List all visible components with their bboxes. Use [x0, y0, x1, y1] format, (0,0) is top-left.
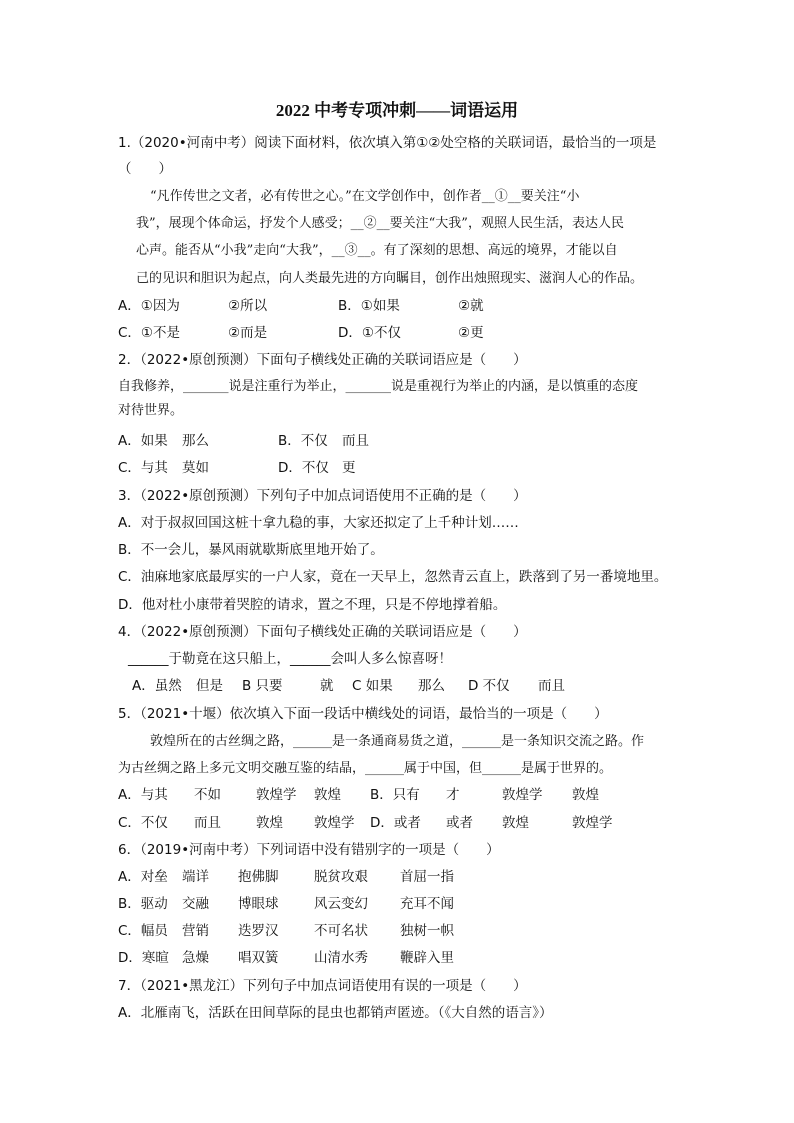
word: 抱佛脚 [238, 869, 279, 885]
q1-passage-line: “凡作传世之文者，必有传世之心。”在文学创作中，创作者__①__要关注“小 [150, 189, 580, 204]
word: 风云变幻 [314, 896, 368, 912]
option: 而且 [342, 433, 369, 449]
q6-stem: 6．（2019•河南中考）下列词语中没有错别字的一项是（ ） [118, 842, 500, 858]
q2-sentence-line: 自我修养，_______说是注重行为举止，_______说是重视行为举止的内涵，是以慎重的态度 [118, 379, 639, 394]
q1-options-row [118, 297, 698, 315]
q1-stem: 1.（2020•河南中考）阅读下面材料，依次填入第①②处空格的关联词语，最恰当的一项是 [118, 135, 657, 151]
word: 急燥 [182, 950, 209, 966]
option[interactable]: C．不仅 [118, 815, 168, 831]
option: 敦煌学 [572, 815, 613, 831]
word: D．寒暄 [118, 950, 169, 966]
option: 那么 [418, 678, 445, 694]
q6-option-row[interactable] [118, 895, 698, 913]
word: 不可名状 [314, 923, 368, 939]
word: 交融 [182, 896, 209, 912]
option[interactable]: C．与其 [118, 460, 168, 476]
option: 但是 [196, 678, 223, 694]
q2-stem: 2．（2022•原创预测）下面句子横线处正确的关联词语应是（ ） [118, 352, 527, 368]
word: 营销 [182, 923, 209, 939]
q6-option-row[interactable] [118, 868, 698, 886]
option[interactable]: A．与其 [118, 787, 168, 803]
q4-options-row [132, 677, 712, 695]
q2-options-row [118, 459, 698, 477]
q7-stem: 7．（2021•黑龙江）下列句子中加点词语使用有误的一项是（ ） [118, 978, 527, 994]
option[interactable]: A．虽然 [132, 678, 182, 694]
q3-stem: 3．（2022•原创预测）下列句子中加点词语使用不正确的是（ ） [118, 488, 527, 504]
word: 充耳不闻 [400, 896, 454, 912]
option: 莫如 [182, 460, 209, 476]
word: C．幅员 [118, 923, 168, 939]
word: 唱双簧 [238, 950, 279, 966]
option[interactable]: B．不一会儿，暴风雨就歇斯底里地开始了。 [118, 542, 384, 558]
q4-sentence: ______于勒竟在这只船上，______会叫人多么惊喜呀！ [128, 651, 452, 667]
option: 不如 [194, 787, 221, 803]
q1-passage-line: 我”，展现个体命运，抒发个人感受；__②__要关注“大我”，观照人民生活，表达人民 [136, 216, 624, 231]
option[interactable]: D．①不仅 [338, 325, 401, 341]
word: 迭罗汉 [238, 923, 279, 939]
q5-passage-line: 为古丝绸之路上多元文明交融互鉴的结晶，______属于中国，但______是属于世界的。 [118, 761, 613, 776]
word: B．驱动 [118, 896, 168, 912]
word: A．对垒 [118, 869, 168, 885]
q5-options-row [118, 814, 698, 832]
option: 更 [342, 460, 356, 476]
q4-stem: 4．（2022•原创预测）下面句子横线处正确的关联词语应是（ ） [118, 624, 527, 640]
option[interactable]: A．北雁南飞，活跃在田间草际的昆虫也都销声匿迹。（《大自然的语言》） [118, 1005, 553, 1021]
option[interactable]: C 如果 [352, 678, 393, 694]
word: 脱贫攻艰 [314, 869, 368, 885]
word: 山清水秀 [314, 950, 368, 966]
option: 敦煌 [256, 815, 283, 831]
option[interactable]: B．只有 [370, 787, 420, 803]
option: 敦煌 [572, 787, 599, 803]
q1-passage-line: 心声。能否从“小我”走向“大我”，__③__。有了深刻的思想、高远的境界，才能以自 [136, 243, 618, 258]
option[interactable]: D．不仅 [278, 460, 329, 476]
option: 而且 [538, 678, 565, 694]
q1-paren: （ ） [118, 161, 172, 177]
option: 敦煌 [314, 787, 341, 803]
option: 那么 [182, 433, 209, 449]
q6-option-row[interactable] [118, 949, 698, 967]
option[interactable]: A．①因为 [118, 298, 180, 314]
option[interactable]: B．不仅 [278, 433, 328, 449]
option[interactable]: A．对于叔叔回国这桩十拿九稳的事，大家还拟定了上千种计划…… [118, 515, 519, 531]
option: ②所以 [228, 298, 268, 314]
option[interactable]: D 不仅 [468, 678, 510, 694]
word: 端详 [182, 869, 209, 885]
option: ②就 [458, 298, 484, 314]
option: 而且 [194, 815, 221, 831]
option: 就 [320, 678, 334, 694]
option[interactable]: C．油麻地家底最厚实的一户人家，竟在一天早上，忽然青云直上，跌落到了另一番境地里。 [118, 569, 668, 585]
q2-sentence-line: 对待世界。 [118, 403, 184, 418]
q5-stem: 5．（2021•十堰）依次填入下面一段话中横线处的词语，最恰当的一项是（ ） [118, 706, 608, 722]
option[interactable]: C．①不是 [118, 325, 181, 341]
option: 敦煌学 [314, 815, 355, 831]
word: 独树一帜 [400, 923, 454, 939]
word: 首屈一指 [400, 869, 454, 885]
word: 博眼球 [238, 896, 279, 912]
option: ②而是 [228, 325, 268, 341]
q1-passage-line: 己的见识和胆识为起点，向人类最先进的方向瞩目，创作出烛照现实、滋润人心的作品。 [136, 271, 644, 286]
option: 或者 [446, 815, 473, 831]
option: 敦煌 [502, 815, 529, 831]
option[interactable]: D．他对杜小康带着哭腔的请求，置之不理，只是不停地撑着船。 [118, 597, 507, 613]
option[interactable]: B．①如果 [338, 298, 400, 314]
option[interactable]: D．或者 [370, 815, 421, 831]
option[interactable]: A．如果 [118, 433, 168, 449]
option: ②更 [458, 325, 484, 341]
word: 鞭辟入里 [400, 950, 454, 966]
option: 敦煌学 [502, 787, 543, 803]
option[interactable]: B 只要 [242, 678, 283, 694]
q5-passage-line: 敦煌所在的古丝绸之路，______是一条通商易货之道，______是一条知识交流之路。作 [150, 734, 645, 749]
option: 才 [446, 787, 460, 803]
option: 敦煌学 [256, 787, 297, 803]
q6-option-row[interactable] [118, 922, 698, 940]
q5-options-row [118, 786, 698, 804]
q2-options-row [118, 432, 698, 450]
page-title: 2022 中考专项冲刺——词语运用 [275, 101, 519, 120]
q1-options-row [118, 324, 698, 342]
